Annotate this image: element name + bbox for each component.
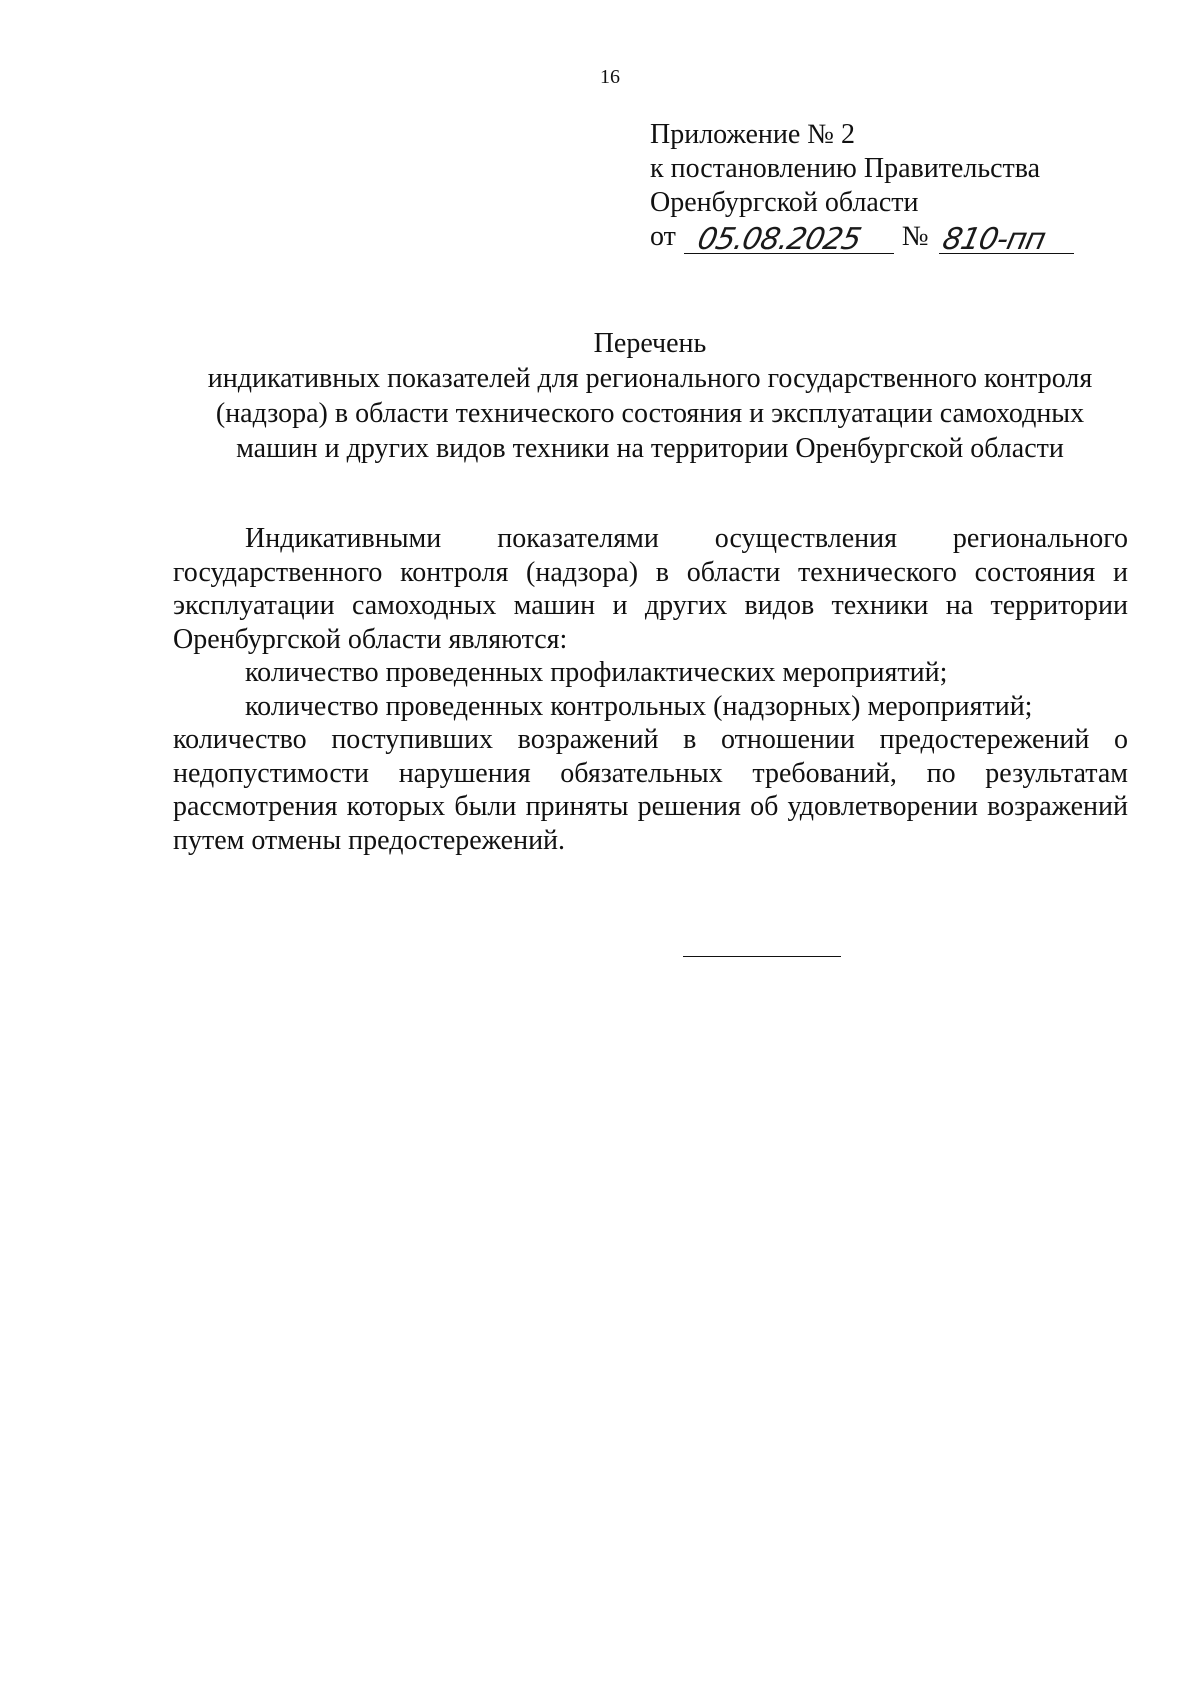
handwritten-number: 810-пп: [938, 222, 1048, 257]
indicator-item-1: количество проведенных профилактических мероприятий;: [245, 657, 948, 688]
appendix-resolution-line: к постановлению Правительства: [650, 153, 1041, 184]
from-label: от: [650, 221, 676, 252]
title-line-1: индикативных показателей для регионального государственного контроля: [207, 363, 1093, 394]
appendix-title: Приложение № 2: [650, 119, 855, 150]
document-title: [150, 326, 1150, 466]
title-heading: Перечень: [593, 328, 707, 359]
appendix-region-line: Оренбургской области: [650, 187, 919, 218]
end-divider: [683, 956, 841, 957]
indicator-item-2: количество проведенных контрольных (надзорных) мероприятий;: [245, 690, 1033, 722]
intro-paragraph: Индикативными показателями осуществления регионального государственного контроля (надзора) в области технического состояния и эксплуатации самоходных машин и других видов техники на территории Оренбургской области являются:: [173, 523, 1128, 655]
handwritten-date: 05.08.2025: [694, 222, 864, 257]
page-number: 16: [600, 66, 620, 88]
indicator-item-3: количество поступивших возражений в отношении предостережений о недопустимости нарушения обязательных требований, по результатам рассмотрения которых были приняты решения об удовлетворении возражений путем отмены предостережений.: [173, 724, 1128, 856]
number-label: №: [901, 221, 929, 252]
appendix-header: [650, 118, 1074, 257]
title-line-2: (надзора) в области технического состояния и эксплуатации самоходных: [215, 398, 1085, 429]
document-body: [173, 522, 1128, 857]
number-blank: [938, 222, 1074, 257]
date-blank: [684, 222, 894, 257]
appendix-date-number-line: [650, 220, 1074, 257]
title-line-3: машин и других видов техники на территории Оренбургской области: [236, 433, 1064, 464]
